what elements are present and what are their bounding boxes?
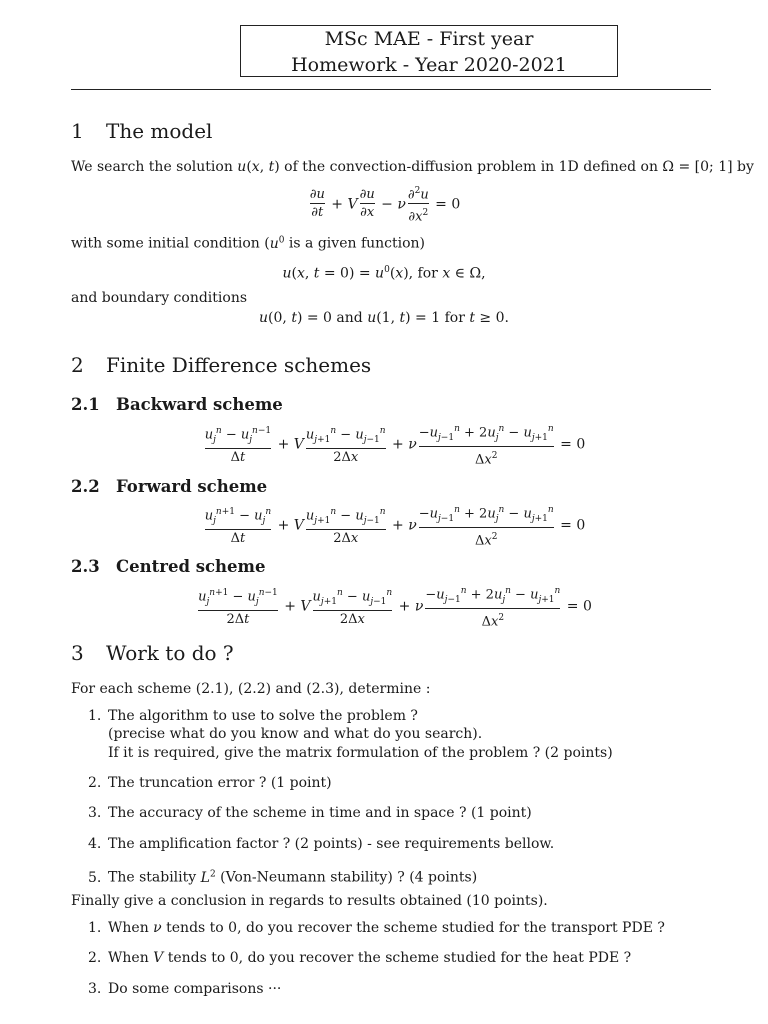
equation-boundary: u(0, t) = 0 and u(1, t) = 1 for t ≥ 0. xyxy=(259,310,509,326)
subsection-2-1-heading: 2.1 Backward scheme xyxy=(71,395,283,414)
list-item: 1. When ν tends to 0, do you recover the scheme studied for the transport PDE ? xyxy=(88,920,665,936)
list-item: 2. The truncation error ? (1 point) xyxy=(88,775,332,791)
list-item: 3. The accuracy of the scheme in time and in space ? (1 point) xyxy=(88,805,532,821)
math-u: u(x, t) xyxy=(237,159,280,175)
list-item: 4. The amplification factor ? (2 points) - see requirements bellow. xyxy=(88,836,555,852)
subsection-2-3-heading: 2.3 Centred scheme xyxy=(71,557,266,576)
section-1-heading xyxy=(71,119,212,143)
list-item: 2. When V tends to 0, do you recover the scheme studied for the heat PDE ? xyxy=(88,950,632,966)
initial-condition-text: with some initial condition ($u^0$ is a given function) xyxy=(71,235,426,252)
title-line-2: Homework - Year 2020-2021 xyxy=(291,54,567,76)
model-intro: We search the solution u(x, t) of the convection-diffusion problem in 1D defined on Ω = [0; 1] by xyxy=(71,159,754,175)
list-item: 5. The stability $L^2$ (Von-Neumann stability) ? (4 points) xyxy=(88,869,478,886)
section-2-heading: 2 Finite Difference schemes xyxy=(71,353,372,377)
list-item-continuation: If it is required, give the matrix formulation of the problem ? (2 points) xyxy=(108,745,613,761)
header-rule xyxy=(71,89,711,90)
section-number: 1 xyxy=(71,119,84,143)
list-item: 3. Do some comparisons ··· xyxy=(88,981,282,997)
work-intro: For each scheme (2.1), (2.2) and (2.3), determine : xyxy=(71,681,431,697)
boundary-label: and boundary conditions xyxy=(71,290,248,306)
list-item: 1. The algorithm to use to solve the problem ? xyxy=(88,708,418,724)
section-3-heading: 3 Work to do ? xyxy=(71,641,234,665)
subsection-2-2-heading: 2.2 Forward scheme xyxy=(71,477,268,496)
equation-forward: $\frac{u_j^{n+1} - u_j^n}{\Delta t}$ + V $\frac{u_{j+1}^n - u_{j-1}^n}{2\Delta x}$ + ν $\frac{-u_{j-1}^n + 2u_j^n - u_{j+1}^n}{\Delta x^2}$ = 0 xyxy=(204,505,586,549)
conclusion-intro: Finally give a conclusion in regards to results obtained (10 points). xyxy=(71,893,548,909)
equation-backward: $\frac{u_j^n - u_j^{n-1}}{\Delta t}$ + V $\frac{u_{j+1}^n - u_{j-1}^n}{2\Delta x}$ + ν $\frac{-u_{j-1}^n + 2u_j^n - u_{j+1}^n}{\Delta x^2}$ = 0 xyxy=(204,424,586,468)
equation-pde: $\frac{\partial u}{\partial t}$ + V $\frac{\partial u}{\partial x}$ − ν $\frac{\partial^2u}{\partial x^2}$ = 0 xyxy=(309,186,461,225)
title-line-1: MSc MAE - First year xyxy=(324,28,534,50)
equation-initial: u(x, $t = 0) = u^0(x)$, for x ∈ Ω, xyxy=(282,265,486,282)
section-title: The model xyxy=(106,119,213,143)
equation-centred: $\frac{u_j^{n+1} - u_j^{n-1}}{2\Delta t}$ + V $\frac{u_{j+1}^n - u_{j-1}^n}{2\Delta x}$ + ν $\frac{-u_{j-1}^n + 2u_j^n - u_{j+1}^n}{\Delta x^2}$ = 0 xyxy=(198,586,592,630)
list-item-continuation: (precise what do you know and what do you search). xyxy=(108,726,483,742)
math-domain: Ω = [0; 1] xyxy=(662,159,733,175)
